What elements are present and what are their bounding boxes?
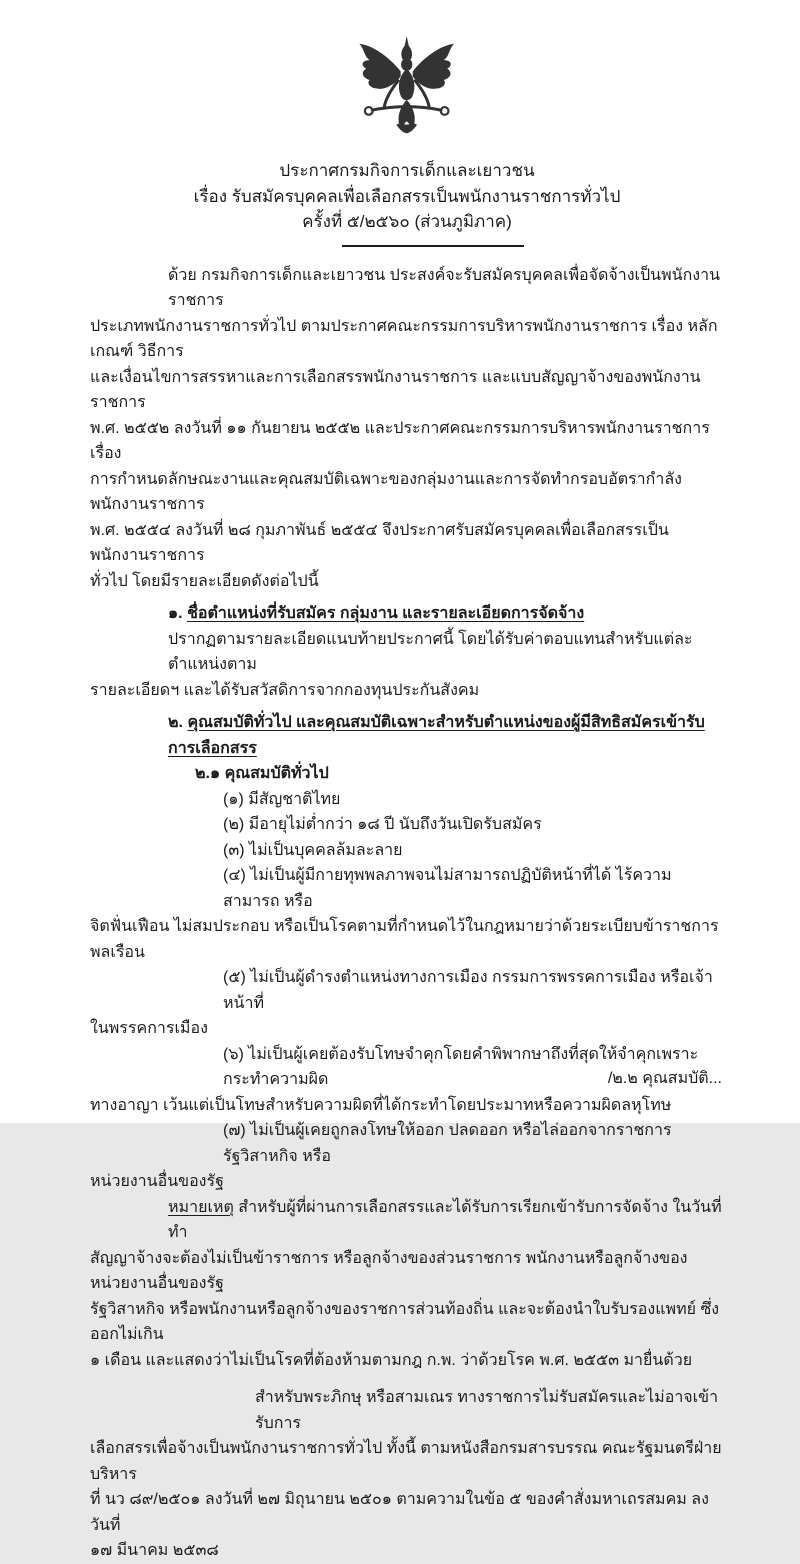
note-line: ๑ เดือน และแสดงว่าไม่เป็นโรคที่ต้องห้ามตามกฎ ก.พ. ว่าด้วยโรค พ.ศ. ๒๕๕๓ มายื่นด้วย — [90, 1351, 693, 1369]
section-1-body — [90, 627, 724, 704]
intro-line: พ.ศ. ๒๕๕๒ ลงวันที่ ๑๑ กันยายน ๒๕๕๒ และประกาศคณะกรรมการบริหารพนักงานราชการ เรื่อง — [90, 419, 710, 462]
emblem-container — [90, 36, 724, 148]
item-number: (๗) — [223, 1122, 246, 1139]
qualification-item-6-cont: ทางอาญา เว้นแต่เป็นโทษสำหรับความผิดที่ได้กระทำโดยประมาทหรือความผิดลหุโทษ — [90, 1096, 672, 1114]
page-continuation-marker: /๒.๒ คุณสมบัติ... — [607, 1070, 722, 1087]
item-number: (๔) — [223, 867, 246, 884]
note-paragraph — [90, 1195, 724, 1374]
qualification-item-7 — [90, 1118, 724, 1169]
qualification-item-7-cont: หน่วยงานอื่นของรัฐ — [90, 1173, 224, 1190]
item-text: ไม่เป็นผู้มีกายทุพพลภาพจนไม่สามารถปฏิบัติหน้าที่ได้ ไร้ความสามารถ หรือ — [223, 867, 672, 910]
intro-line: ทั่วไป โดยมีรายละเอียดดังต่อไปนี้ — [90, 572, 319, 590]
note-text: สำหรับผู้ที่ผ่านการเลือกสรรและได้รับการเรียกเข้ารับการจัดจ้าง ในวันที่ทำ — [168, 1198, 722, 1241]
qualification-item-4 — [90, 863, 724, 914]
title-block — [90, 158, 724, 235]
section-1-heading — [90, 601, 724, 627]
item-text: ไม่เป็นผู้เคยถูกลงโทษให้ออก ปลดออก หรือไล่ออกจากราชการ รัฐวิสาหกิจ หรือ — [223, 1122, 672, 1165]
item-text: มีสัญชาติไทย — [248, 790, 341, 808]
monk-line: สำหรับพระภิกษุ หรือสามเณร ทางราชการไม่รับสมัครและไม่อาจเข้ารับการ — [255, 1389, 719, 1432]
item-number: (๒) — [223, 816, 245, 833]
qualification-item-5 — [90, 965, 724, 1016]
item-text: ไม่เป็นผู้เคยต้องรับโทษจำคุกโดยคำพิพากษาถึงที่สุดให้จำคุกเพราะกระทำความผิด — [223, 1045, 699, 1088]
qualification-item-1 — [90, 787, 724, 813]
note-label: หมายเหตุ — [168, 1198, 234, 1216]
monk-line: ที่ นว ๘๙/๒๕๐๑ ลงวันที่ ๒๗ มิถุนายน ๒๕๐๑ ตามความในข้อ ๕ ของคำสั่งมหาเถรสมคม ลงวันที่ — [90, 1491, 709, 1534]
section-1-heading-text: ชื่อตำแหน่งที่รับสมัคร กลุ่มงาน และรายละเอียดการจัดจ้าง — [187, 605, 585, 622]
intro-line: ประเภทพนักงานราชการทั่วไป ตามประกาศคณะกรรมการบริหารพนักงานราชการ เรื่อง หลักเกณฑ์ วิธีการ — [90, 317, 718, 360]
item-number: (๖) — [223, 1045, 244, 1063]
section-1-line: ปรากฏตามรายละเอียดแนบท้ายประกาศนี้ โดยได้รับค่าตอบแทนสำหรับแต่ละตำแหน่งตาม — [168, 630, 693, 673]
qualification-item-5-cont: ในพรรคการเมือง — [90, 1020, 208, 1037]
intro-line: การกำหนดลักษณะงานและคุณสมบัติเฉพาะของกลุ่มงานและการจัดทำกรอบอัตรากำลังพนักงานราชการ — [90, 470, 682, 513]
announcement-title: ประกาศกรมกิจการเด็กและเยาวชน — [279, 161, 535, 180]
item-text: ไม่เป็นผู้ดำรงตำแหน่งทางการเมือง กรรมการพรรคการเมือง หรือเจ้าหน้าที่ — [223, 969, 713, 1012]
monk-line: เลือกสรรเพื่อจ้างเป็นพนักงานราชการทั่วไป ทั้งนี้ ตามหนังสือกรมสารบรรณ คณะรัฐมนตรีฝ่ายบริหาร — [90, 1440, 722, 1483]
monk-line: ๑๗ มีนาคม ๒๕๓๘ — [90, 1542, 219, 1559]
qualification-item-4-cont: จิตฟั่นเฟือน ไม่สมประกอบ หรือเป็นโรคตามที่กำหนดไว้ในกฎหมายว่าด้วยระเบียบข้าราชการพลเรือน — [90, 918, 719, 961]
qualification-item-3 — [90, 838, 724, 864]
intro-line: และเงื่อนไขการสรรหาและการเลือกสรรพนักงานราชการ และแบบสัญญาจ้างของพนักงานราชการ — [90, 368, 701, 411]
note-first-line — [90, 1195, 724, 1246]
section-2-subheading: ๒.๑ คุณสมบัติทั่วไป — [195, 765, 329, 782]
qualification-list — [90, 787, 724, 1195]
item-number: (๑) — [223, 790, 244, 808]
section-2-heading — [90, 710, 724, 761]
note-line: สัญญาจ้างจะต้องไม่เป็นข้าราชการ หรือลูกจ้างของส่วนราชการ พนักงานหรือลูกจ้างของหน่วยงานอื่นของรัฐ — [90, 1249, 688, 1292]
intro-paragraph — [90, 263, 724, 595]
intro-line: ด้วย กรมกิจการเด็กและเยาวชน ประสงค์จะรับสมัครบุคคลเพื่อจัดจ้างเป็นพนักงานราชการ — [168, 266, 721, 309]
section-2-number: ๒. — [168, 714, 183, 731]
item-number: (๓) — [223, 841, 245, 859]
section-1-line: รายละเอียดฯ และได้รับสวัสดิการจากกองทุนประกันสังคม — [90, 681, 480, 699]
announcement-session: ครั้งที่ ๕/๒๕๖๐ (ส่วนภูมิภาค) — [302, 212, 512, 231]
section-2-heading-text: คุณสมบัติทั่วไป และคุณสมบัติเฉพาะสำหรับตำแหน่งของผู้มีสิทธิสมัครเข้ารับการเลือกสรร — [168, 714, 705, 757]
item-text: มีอายุไม่ต่ำกว่า ๑๘ ปี นับถึงวันเปิดรับสมัคร — [248, 816, 542, 833]
garuda-emblem — [355, 36, 458, 148]
note-line: รัฐวิสาหกิจ หรือพนักงานหรือลูกจ้างของราชการส่วนท้องถิ่น และจะต้องนำใบรับรองแพทย์ ซึ่งออกไม่เกิน — [90, 1300, 720, 1343]
announcement-subject: เรื่อง รับสมัครบุคคลเพื่อเลือกสรรเป็นพนักงานราชการทั่วไป — [193, 186, 621, 206]
intro-line: พ.ศ. ๒๕๕๔ ลงวันที่ ๒๘ กุมภาพันธ์ ๒๕๕๔ จึงประกาศรับสมัครบุคคลเพื่อเลือกสรรเป็นพนักงานราชการ — [90, 521, 669, 564]
item-text: ไม่เป็นบุคคลล้มละลาย — [249, 841, 403, 859]
title-divider — [342, 245, 524, 247]
qualification-item-2 — [90, 812, 724, 838]
monk-paragraph — [90, 1385, 724, 1564]
section-1-number: ๑. — [168, 605, 183, 622]
item-number: (๕) — [223, 969, 246, 986]
